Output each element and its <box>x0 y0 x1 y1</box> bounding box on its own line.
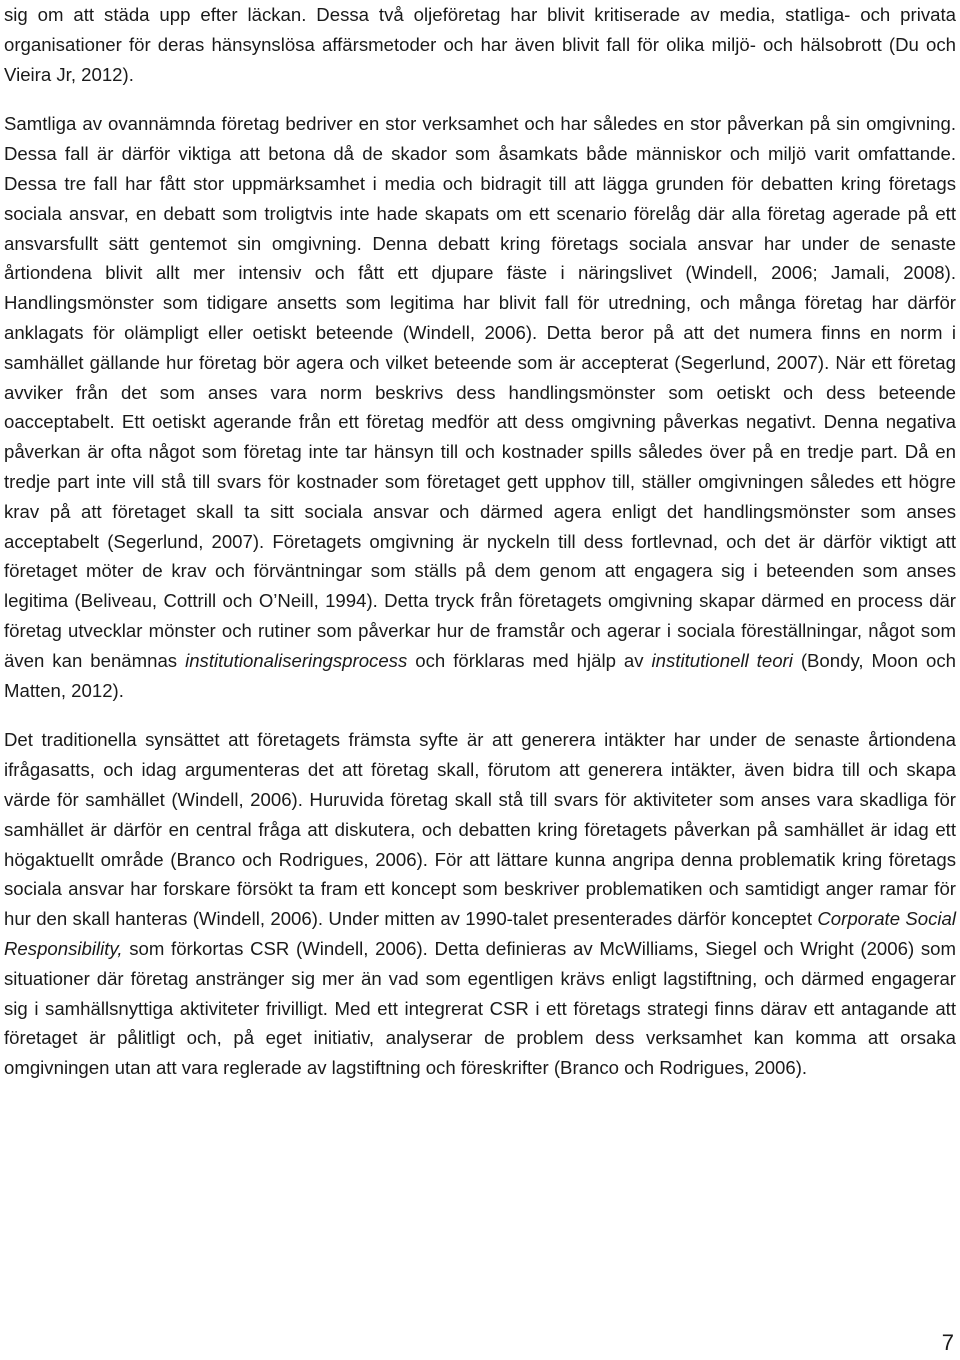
page-number: 7 <box>941 1330 954 1355</box>
paragraph-text: Samtliga av ovannämnda företag bedriver en stor verksamhet och har således en stor påverkan på sin omgivning. Dessa fall är därför viktiga att betona då de skador som åsamkats både människor och miljö varit omfattande. Dessa tre fall har fått stor uppmärksamhet i media och bidragit till att lägga grunden för debatten kring företags sociala ansvar, en debatt som troligtvis inte hade skapats om ett scenario förelåg där alla företag agerade på ett ansvarsfullt sätt gentemot sin omgivning. Denna debatt kring företags sociala ansvar har under de senaste årtiondena blivit allt mer intensiv och fått ett djupare fäste i näringslivet (Windell, 2006; Jamali, 2008). Handlingsmönster som tidigare ansetts som legitima har blivit fall för utredning, och många företag har därför anklagats för olämpligt eller oetiskt beteende (Windell, 2006). Detta beror på att det numera finns en norm i samhället gällande hur företag bör agera och vilket beteende som är accepterat (Segerlund, 2007). När ett företag avviker från det som anses vara norm beskrivs dess handlingsmönster som oetiskt och dess beteende oacceptabelt. Ett oetiskt agerande från ett företag medför att dess omgivning påverkas negativt. Denna negativa påverkan är ofta något som företag inte tar hänsyn till och kostnader spills således över på en tredje part. Då en tredje part inte vill stå till svars för kostnader som företaget gett upphov till, ställer omgivningen således ett högre krav på att företaget skall ta sitt sociala ansvar och därmed agera enligt det handlingsmönster som anses acceptabelt (Segerlund, 2007). Företagets omgivning är nyckeln till dess fortlevnad, och det är därför viktigt att företaget möter de krav och förväntningar som ställs på dem genom att engagera sig i beteenden som anses legitima (Beliveau, Cottrill och O’Neill, 1994). Detta tryck från företagets omgivning skapar därmed en process där företag utvecklar mönster och rutiner som påverkar hur de framstår och agerar i sociala föreställningar, något som även kan benämnas <box>4 113 956 671</box>
italic-term: institutionaliseringsprocess <box>185 649 408 671</box>
paragraph-traditional-view <box>4 725 956 1083</box>
paragraph-text: som förkortas CSR (Windell, 2006). Detta definieras av McWilliams, Siegel och Wright (2006) som situationer där företag anstränger sig mer än vad som egentligen krävs enligt lagstiftning, och därmed engagerar sig i samhällsnyttiga aktiviteter frivilligt. Med ett integrerat CSR i ett företags strategi finns därav ett antagande att företaget är pålitligt och, på eget initiativ, analyserar de problem dess verksamhet kan komma att orsaka omgivningen utan att vara reglerade av lagstiftning och föreskrifter (Branco och Rodrigues, 2006). <box>4 937 956 1079</box>
paragraph-text: och förklaras med hjälp av <box>407 649 652 671</box>
paragraph-text: (Bondy, Moon och Matten, 2012). <box>4 649 956 701</box>
italic-term: institutionell teori <box>651 649 793 671</box>
paragraph-text: sig om att städa upp efter läckan. Dessa två oljeföretag har blivit kritiserade av media, statliga- och privata organisationer för deras hänsynslösa affärsmetoder och har även blivit fall för olika miljö- och hälsobrott (Du och Vieira Jr, 2012). <box>4 4 956 85</box>
document-page <box>4 0 956 1083</box>
italic-term: Corporate Social Responsibility, <box>4 908 957 959</box>
paragraph-csr-debate <box>4 109 956 705</box>
paragraph-text: Det traditionella synsättet att företagets främsta syfte är att generera intäkter har under de senaste årtiondena ifrågasatts, och idag argumenteras det att företag skall, förutom att generera intäkter, även bidra till och skapa värde för samhället (Windell, 2006). Huruvida företag skall stå till svars för aktiviteter som anses vara skadliga för samhället är därför en central fråga att diskutera, och debatten kring företagets påverkan på samhället är idag ett högaktuellt område (Branco och Rodrigues, 2006). För att lättare kunna angripa denna problematik kring företags sociala ansvar har forskare försökt ta fram ett koncept som beskriver problematiken och samtidigt anger ramar för hur den skall hanteras (Windell, 2006). Under mitten av 1990-talet presenterades därför konceptet <box>4 729 956 930</box>
paragraph-oil-companies <box>4 0 956 89</box>
